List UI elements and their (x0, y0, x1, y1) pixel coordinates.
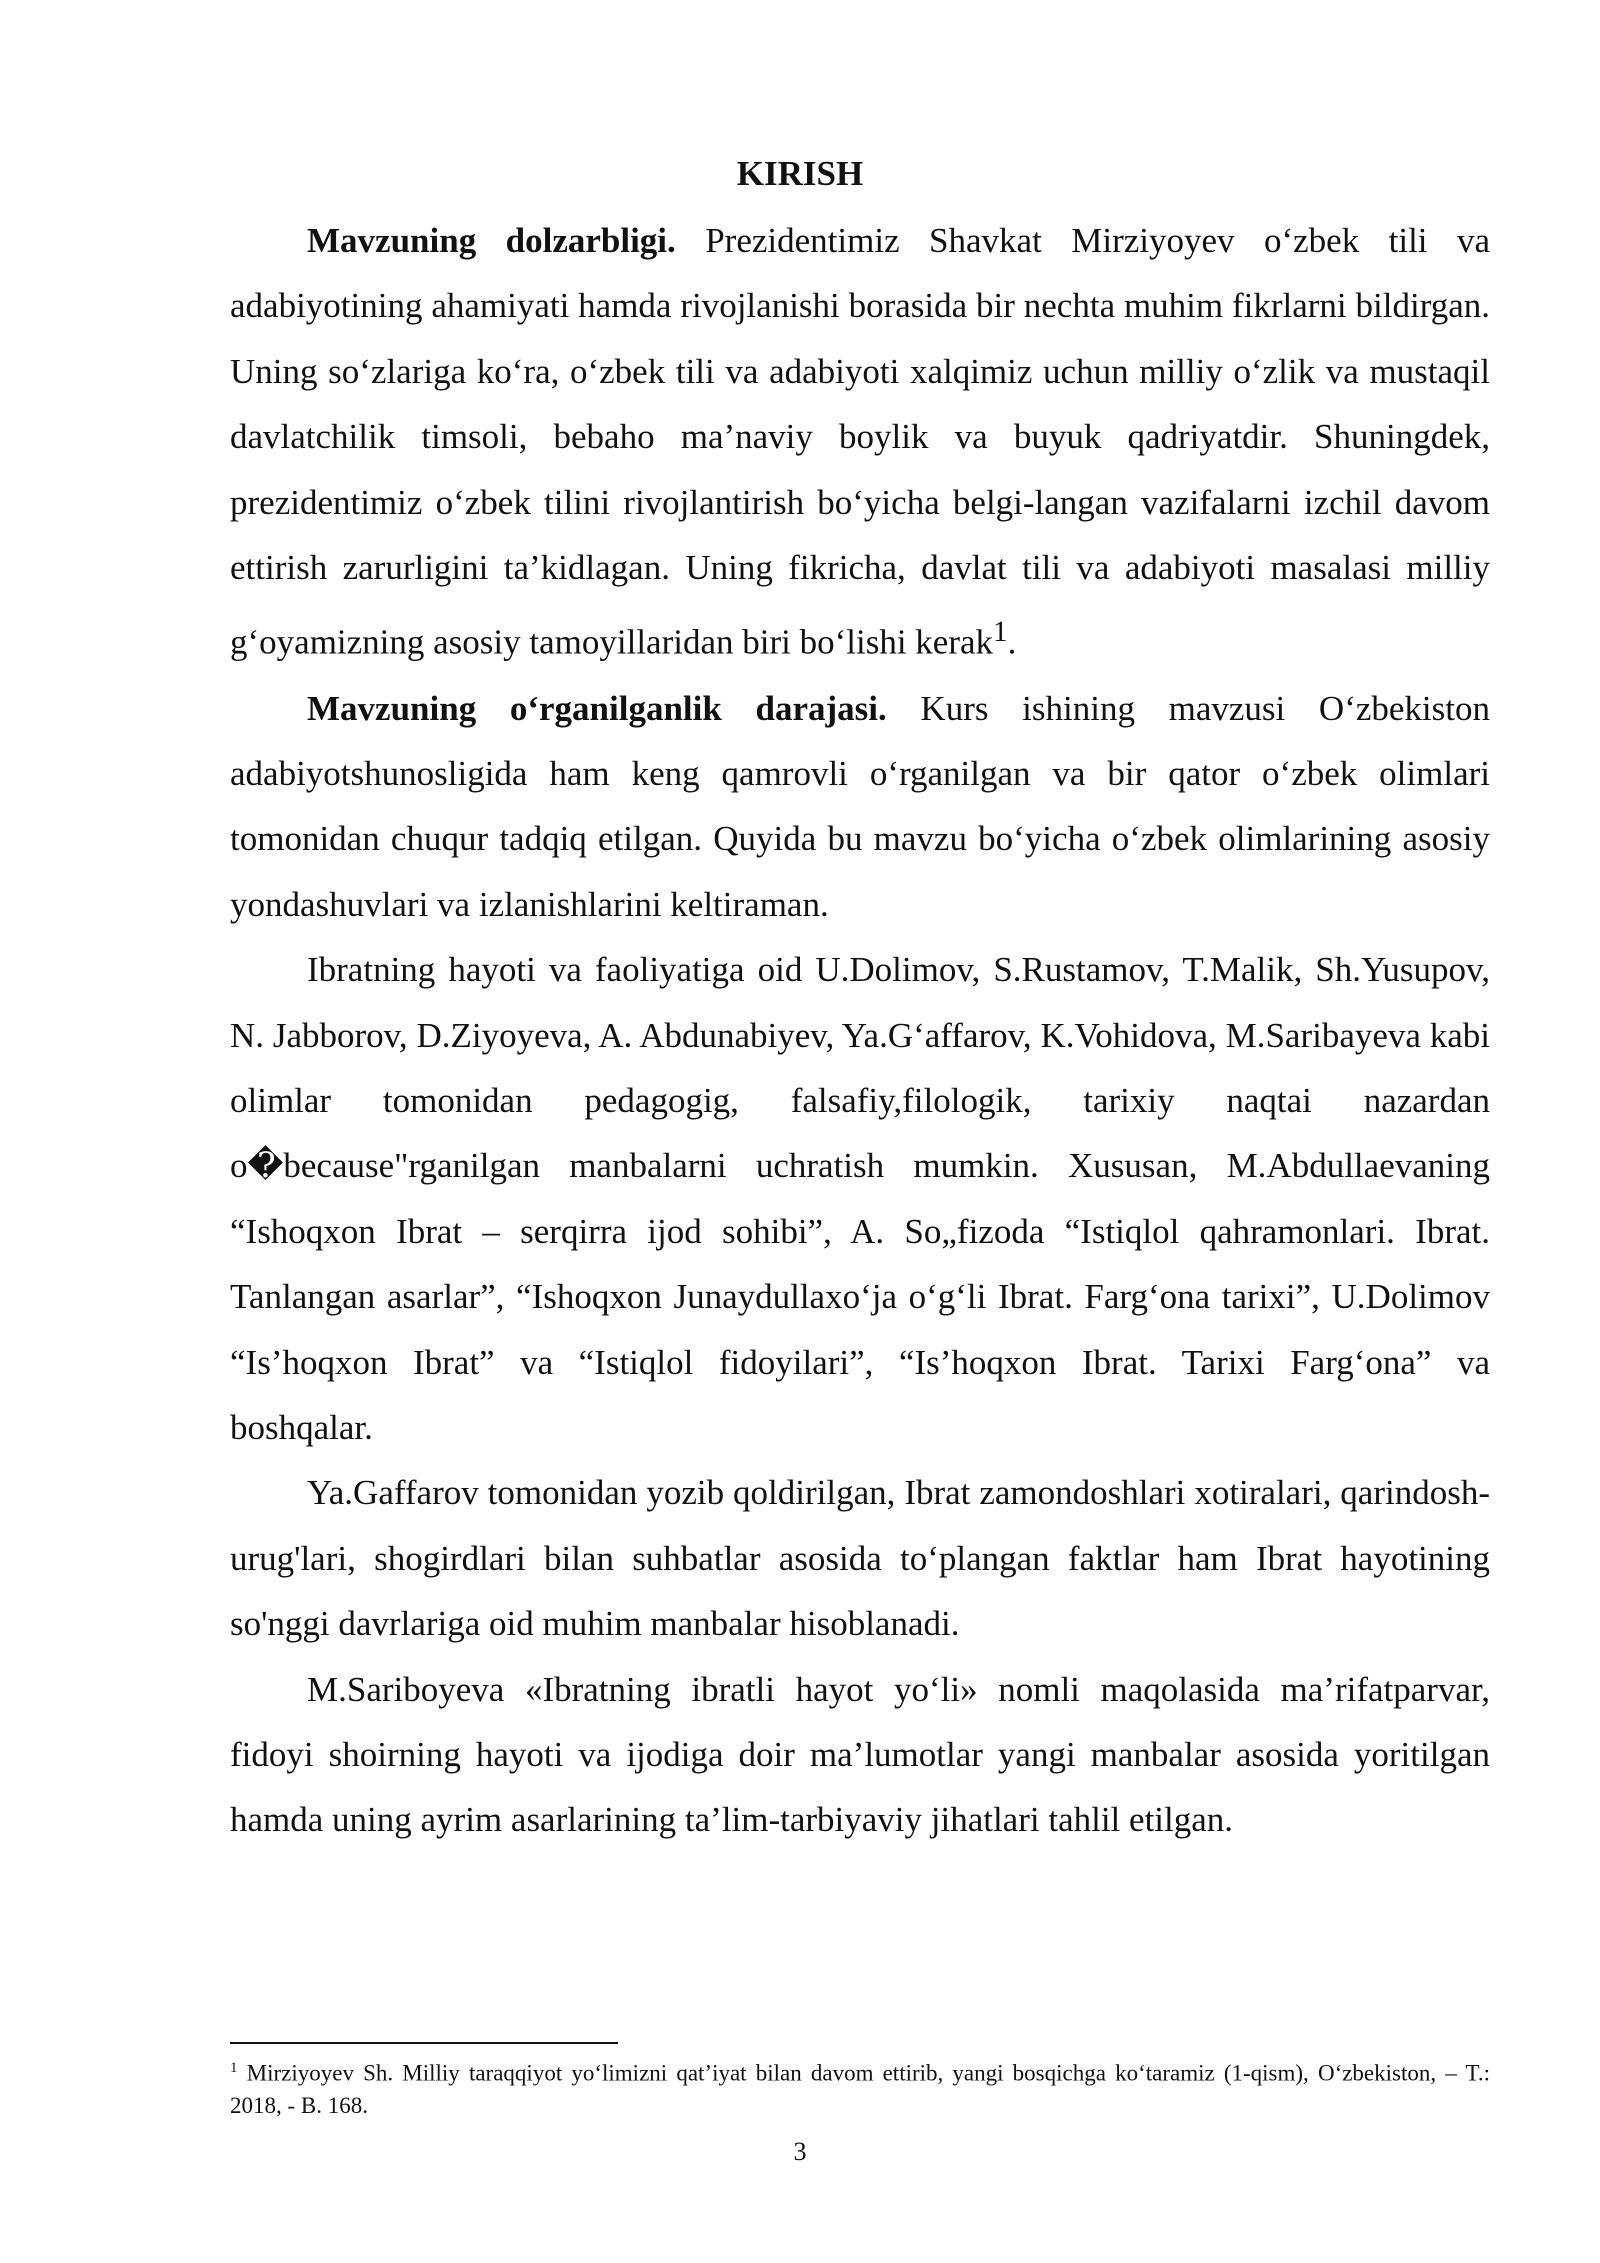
page-number: 3 (793, 2137, 807, 2166)
footnote (230, 2052, 1490, 2122)
paragraph-text: Kurs ishining mavzusi O‘zbekiston adabiyotshunosligida ham keng qamrovli o‘rganilgan va bir qator o‘zbek olimlari tomonidan chuqur tadqiq etilgan. Quyida bu mavzu bo‘yicha o‘zbek olimlarining asosiy yondashuvlari va izlanishlarini keltiraman. (230, 688, 1490, 924)
paragraph-text: Prezidentimiz Shavkat Mirziyoyev o‘zbek tili va adabiyotining ahamiyati hamda rivojlanishi borasida bir nechta muhim fikrlarni bildirgan. Uning so‘zlariga ko‘ra, o‘zbek tili va adabiyoti xalqimiz uchun milliy o‘zlik va mustaqil davlatchilik timsoli, bebaho ma’naviy boylik va buyuk qadriyatdir. Shuningdek, prezidentimiz o‘zbek tilini rivojlantirish bo‘yicha belgi-langan vazifalarni izchil davom ettirish zarurligini ta’kidlagan. Uning fikricha, davlat tili va adabiyoti masalasi milliy g‘oyamizning asosiy tamoyillaridan biri bo‘lishi kerak (230, 221, 1490, 663)
paragraph-lead: Mavzuning dolzarbligi. (307, 221, 676, 260)
body-text (230, 208, 1490, 1853)
footnote-separator (230, 2042, 618, 2044)
section-heading: KIRISH (736, 154, 864, 193)
paragraph-tail: . (1007, 623, 1017, 663)
paragraph-lead: Mavzuning o‘rganilganlik darajasi. (307, 688, 887, 728)
paragraph-study-level (230, 676, 1490, 938)
footnote-text: Mirziyoyev Sh. Milliy taraqqiyot yo‘limizni qat’iyat bilan davom ettirib, yangi bosqichga ko‘taramiz (1-qism), O‘zbekiston, – T.: 2018, - B. 168. (230, 2060, 1490, 2118)
paragraph-gaffarov: Ya.Gaffarov tomonidan yozib qoldirilgan, Ibrat zamondoshlari xotiralari, qarindosh-urug'lari, shogirdlari bilan suhbatlar asosida to‘plangan faktlar ham Ibrat hayotining so'nggi davrlariga oid muhim manbalar hisoblanadi. (230, 1473, 1490, 1644)
footnote-reference: 1 (993, 616, 1008, 649)
paragraph-relevance (230, 208, 1490, 676)
paragraph-scholars: Ibratning hayoti va faoliyatiga oid U.Dolimov, S.Rustamov, T.Malik, Sh.Yusupov, N. Jabborov, D.Ziyoyeva, A. Abdunabiyev, Ya.G‘affarov, K.Vohidova, M.Saribayeva kabi olimlar tomonidan pedagogig, falsafiy,filologik, tarixiy naqtai nazardan o�because"rganilgan manbalarni uchratish mumkin. Xususan, M.Abdullaevaning “Ishoqxon Ibrat – serqirra ijod sohibi”, A. So„fizoda “Istiqlol qahramonlari. Ibrat. Tanlangan asarlar”, “Ishoqxon Junaydullaxo‘ja o‘g‘li Ibrat. Farg‘ona tarixi”, U.Dolimov “Is’hoqxon Ibrat” va “Istiqlol fidoyilari”, “Is’hoqxon Ibrat. Tarixi Farg‘ona” va boshqalar. (230, 950, 1490, 1447)
footnote-number: 1 (230, 2060, 238, 2076)
paragraph-sariboyeva: M.Sariboyeva «Ibratning ibratli hayot yo‘li» nomli maqolasida ma’rifatparvar, fidoyi shoirning hayoti va ijodiga doir ma’lumotlar yangi manbalar asosida yoritilgan hamda uning ayrim asarlarining ta’lim-tarbiyaviy jihatlari tahlil etilgan. (230, 1669, 1490, 1840)
